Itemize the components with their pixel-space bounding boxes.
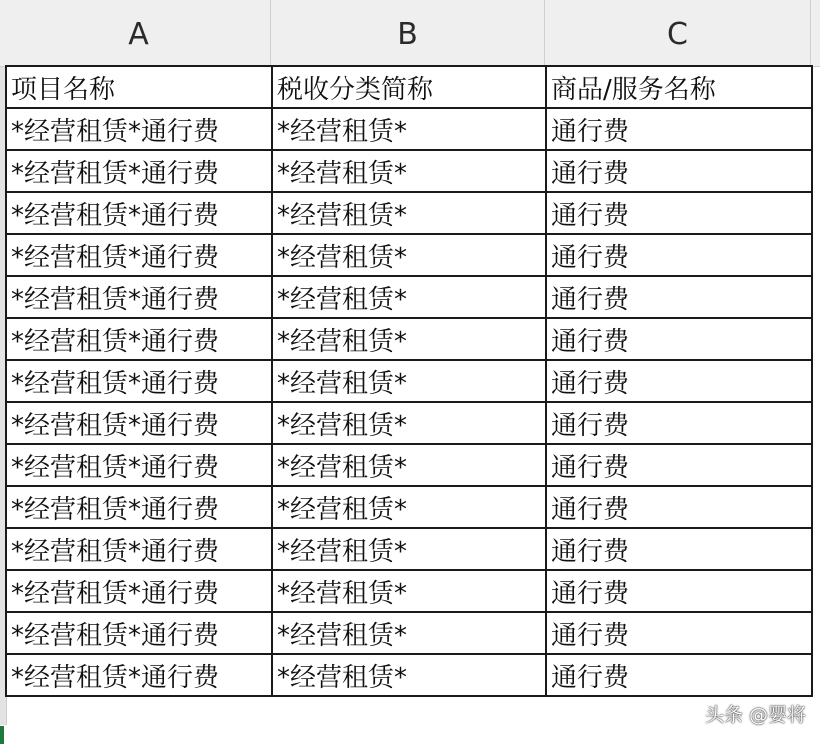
table-row bbox=[6, 108, 812, 150]
cell-b12[interactable]: *经营租赁* bbox=[272, 528, 546, 570]
cell-b14[interactable]: *经营租赁* bbox=[272, 612, 546, 654]
table-row bbox=[6, 570, 812, 612]
cell-c1[interactable]: 商品/服务名称 bbox=[546, 66, 812, 108]
cell-a6[interactable]: *经营租赁*通行费 bbox=[6, 276, 272, 318]
cell-a1[interactable]: 项目名称 bbox=[6, 66, 272, 108]
table-row bbox=[6, 234, 812, 276]
column-header-row bbox=[0, 0, 820, 67]
cell-c8[interactable]: 通行费 bbox=[546, 360, 812, 402]
cell-b1[interactable]: 税收分类简称 bbox=[272, 66, 546, 108]
cell-c9[interactable]: 通行费 bbox=[546, 402, 812, 444]
table-row bbox=[6, 444, 812, 486]
table-row bbox=[6, 150, 812, 192]
cell-b3[interactable]: *经营租赁* bbox=[272, 150, 546, 192]
empty-row-area[interactable] bbox=[0, 725, 820, 744]
cell-a10[interactable]: *经营租赁*通行费 bbox=[6, 444, 272, 486]
watermark: 头条 @婴将 bbox=[704, 704, 806, 726]
cell-b5[interactable]: *经营租赁* bbox=[272, 234, 546, 276]
table-row bbox=[6, 486, 812, 528]
cell-b2[interactable]: *经营租赁* bbox=[272, 108, 546, 150]
cell-c5[interactable]: 通行费 bbox=[546, 234, 812, 276]
cell-a4[interactable]: *经营租赁*通行费 bbox=[6, 192, 272, 234]
table-row bbox=[6, 402, 812, 444]
cell-b15[interactable]: *经营租赁* bbox=[272, 654, 546, 696]
cell-c7[interactable]: 通行费 bbox=[546, 318, 812, 360]
cell-c14[interactable]: 通行费 bbox=[546, 612, 812, 654]
selection-indicator bbox=[0, 726, 4, 744]
cell-c11[interactable]: 通行费 bbox=[546, 486, 812, 528]
cell-c12[interactable]: 通行费 bbox=[546, 528, 812, 570]
cell-c3[interactable]: 通行费 bbox=[546, 150, 812, 192]
cell-a7[interactable]: *经营租赁*通行费 bbox=[6, 318, 272, 360]
cell-b7[interactable]: *经营租赁* bbox=[272, 318, 546, 360]
table-row bbox=[6, 528, 812, 570]
cell-a2[interactable]: *经营租赁*通行费 bbox=[6, 108, 272, 150]
cell-a11[interactable]: *经营租赁*通行费 bbox=[6, 486, 272, 528]
cell-b6[interactable]: *经营租赁* bbox=[272, 276, 546, 318]
cell-a3[interactable]: *经营租赁*通行费 bbox=[6, 150, 272, 192]
header-row bbox=[6, 66, 812, 108]
cell-a8[interactable]: *经营租赁*通行费 bbox=[6, 360, 272, 402]
table-row bbox=[6, 654, 812, 696]
cell-b8[interactable]: *经营租赁* bbox=[272, 360, 546, 402]
cell-a5[interactable]: *经营租赁*通行费 bbox=[6, 234, 272, 276]
table-row bbox=[6, 318, 812, 360]
cell-a12[interactable]: *经营租赁*通行费 bbox=[6, 528, 272, 570]
cell-a13[interactable]: *经营租赁*通行费 bbox=[6, 570, 272, 612]
cell-c13[interactable]: 通行费 bbox=[546, 570, 812, 612]
column-header-a[interactable]: A bbox=[7, 0, 271, 66]
table-row bbox=[6, 360, 812, 402]
cell-b4[interactable]: *经营租赁* bbox=[272, 192, 546, 234]
cell-c10[interactable]: 通行费 bbox=[546, 444, 812, 486]
table-row bbox=[6, 612, 812, 654]
cell-a9[interactable]: *经营租赁*通行费 bbox=[6, 402, 272, 444]
cell-b11[interactable]: *经营租赁* bbox=[272, 486, 546, 528]
column-header-b[interactable]: B bbox=[271, 0, 545, 66]
cell-c15[interactable]: 通行费 bbox=[546, 654, 812, 696]
column-header-c[interactable]: C bbox=[545, 0, 811, 66]
cell-b9[interactable]: *经营租赁* bbox=[272, 402, 546, 444]
table-row bbox=[6, 276, 812, 318]
cell-c4[interactable]: 通行费 bbox=[546, 192, 812, 234]
cell-c6[interactable]: 通行费 bbox=[546, 276, 812, 318]
cell-b10[interactable]: *经营租赁* bbox=[272, 444, 546, 486]
data-grid bbox=[5, 65, 813, 697]
cell-a15[interactable]: *经营租赁*通行费 bbox=[6, 654, 272, 696]
cell-b13[interactable]: *经营租赁* bbox=[272, 570, 546, 612]
table-row bbox=[6, 192, 812, 234]
cell-a14[interactable]: *经营租赁*通行费 bbox=[6, 612, 272, 654]
cell-c2[interactable]: 通行费 bbox=[546, 108, 812, 150]
